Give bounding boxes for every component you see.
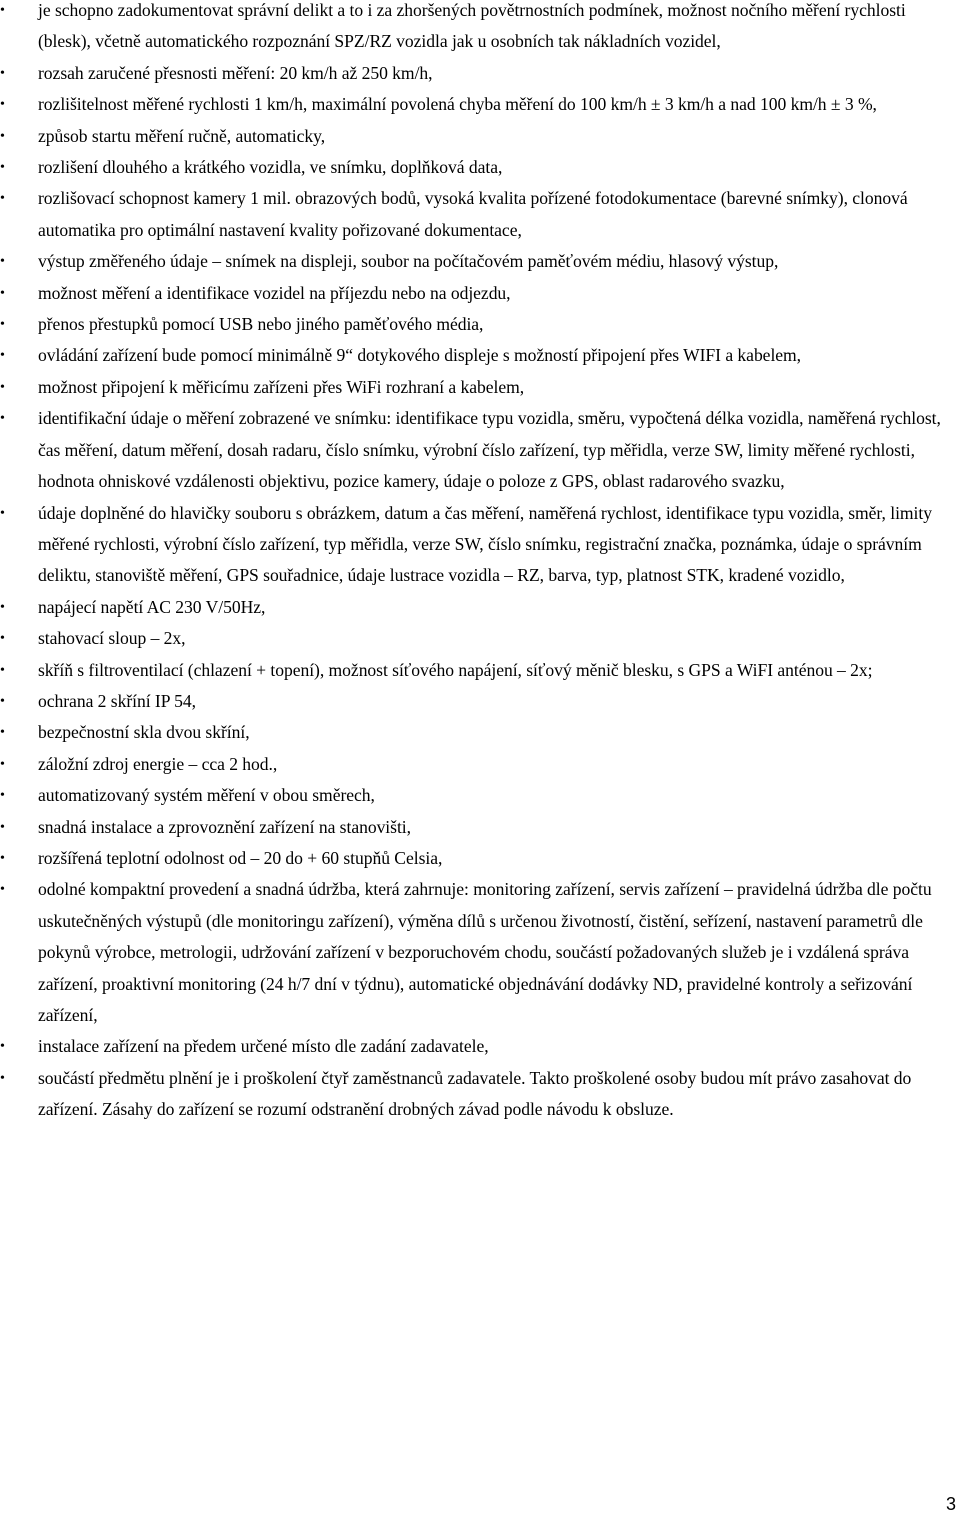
page-number: 3	[945, 1494, 956, 1514]
bullet-icon: •	[0, 819, 5, 835]
list-item-text: automatizovaný systém měření v obou směrech,	[38, 785, 375, 806]
list-item-text: rozsah zaručené přesnosti měření: 20 km/h až 250 km/h,	[38, 62, 433, 83]
bullet-icon: •	[0, 662, 5, 678]
list-item-text: výstup změřeného údaje – snímek na displeji, soubor na počítačovém paměťovém médiu, hlasový výstup,	[38, 251, 779, 272]
list-item-text: bezpečnostní skla dvou skříní,	[38, 722, 250, 743]
bullet-icon: •	[0, 756, 5, 772]
list-item-text: údaje doplněné do hlavičky souboru s obrázkem, datum a čas měření, naměřená rychlost, identifikace typu vozidla, směr, limity měřené rychlosti, výrobní číslo zařízení, typ měřidla, verze SW, číslo snímku, registrační značka, poznámka, údaje o správním deliktu, stanoviště měření, GPS souřadnice, údaje lustrace vozidla – RZ, barva, typ, platnost STK, kradené vozidlo,	[38, 502, 932, 586]
list-item	[0, 623, 960, 654]
list-item	[0, 278, 960, 309]
list-item	[0, 749, 960, 780]
list-item	[0, 403, 960, 497]
list-item	[0, 309, 960, 340]
bullet-icon: •	[0, 348, 5, 364]
bullet-icon: •	[0, 599, 5, 615]
list-item-text: instalace zařízení na předem určené místo dle zadání zadavatele,	[38, 1036, 489, 1057]
list-item	[0, 717, 960, 748]
list-item	[0, 655, 960, 686]
list-item	[0, 89, 960, 120]
bullet-icon: •	[0, 1039, 5, 1055]
bullet-icon: •	[0, 285, 5, 301]
list-item	[0, 246, 960, 277]
list-item-text: možnost měření a identifikace vozidel na příjezdu nebo na odjezdu,	[38, 282, 511, 303]
list-item-text: rozlišovací schopnost kamery 1 mil. obrazových bodů, vysoká kvalita pořízené fotodokumentace (barevné snímky), clonová automatika pro optimální nastavení kvality pořizované dokumentace,	[38, 188, 908, 240]
list-item-text: stahovací sloup – 2x,	[38, 628, 186, 649]
bullet-icon: •	[0, 850, 5, 866]
list-item	[0, 498, 960, 592]
bullet-icon: •	[0, 160, 5, 176]
bullet-icon: •	[0, 1070, 5, 1086]
list-item-text: rozlišitelnost měřené rychlosti 1 km/h, maximální povolená chyba měření do 100 km/h ± 3 km/h a nad 100 km/h ± 3 %,	[38, 94, 877, 115]
list-item	[0, 58, 960, 89]
bullet-icon: •	[0, 254, 5, 270]
list-item-text: je schopno zadokumentovat správní delikt a to i za zhoršených povětrnostních podmínek, možnost nočního měření rychlosti (blesk), včetně automatického rozpoznání SPZ/RZ vozidla jak u osobních tak nákladních vozidel,	[38, 0, 906, 52]
list-item	[0, 843, 960, 874]
bullet-icon: •	[0, 317, 5, 333]
list-item	[0, 686, 960, 717]
list-item	[0, 592, 960, 623]
list-item-text: rozšířená teplotní odolnost od – 20 do + 60 stupňů Celsia,	[38, 847, 443, 868]
list-item-text: součástí předmětu plnění je i proškolení čtyř zaměstnanců zadavatele. Takto proškolené osoby budou mít právo zasahovat do zařízení. Zásahy do zařízení se rozumí odstranění drobných závad podle návodu k obsluze.	[38, 1067, 912, 1120]
list-item-text: rozlišení dlouhého a krátkého vozidla, ve snímku, doplňková data,	[38, 157, 503, 178]
bullet-icon: •	[0, 505, 5, 521]
bullet-icon: •	[0, 631, 5, 647]
list-item-text: snadná instalace a zprovoznění zařízení na stanovišti,	[38, 816, 411, 837]
bullet-icon: •	[0, 411, 5, 427]
bullet-icon: •	[0, 725, 5, 741]
list-item	[0, 780, 960, 811]
list-item-text: napájecí napětí AC 230 V/50Hz,	[38, 596, 266, 617]
bullet-icon: •	[0, 3, 5, 18]
list-item	[0, 152, 960, 183]
list-item-text: skříň s filtroventilací (chlazení + topení), možnost síťového napájení, síťový měnič blesku, s GPS a WiFI anténou – 2x;	[38, 659, 873, 680]
list-item	[0, 1063, 960, 1126]
bullet-icon: •	[0, 97, 5, 113]
list-item	[0, 874, 960, 1031]
list-item-text: záložní zdroj energie – cca 2 hod.,	[38, 753, 278, 774]
list-item-text: identifikační údaje o měření zobrazené ve snímku: identifikace typu vozidla, směru, vypočtená délka vozidla, naměřená rychlost, čas měření, datum měření, dosah radaru, číslo snímku, výrobní číslo zařízení, typ měřidla, verze SW, limity měřené rychlosti, hodnota ohniskové vzdálenosti objektivu, pozice kamery, údaje o poloze z GPS, oblast radarového svazku,	[38, 408, 941, 492]
list-item	[0, 372, 960, 403]
bullet-icon: •	[0, 191, 5, 207]
list-item-text: odolné kompaktní provedení a snadná údržba, která zahrnuje: monitoring zařízení, servis zařízení – pravidelná údržba dle počtu uskutečněných výstupů (dle monitoringu zařízení), výměna dílů s určenou životností, čistění, seřízení, nastavení parametrů dle pokynů výrobce, metrologii, udržování zařízení v bezporuchovém chodu, součástí požadovaných služeb je i vzdálená správa zařízení, proaktivní monitoring (24 h/7 dní v týdnu), automatické objednávání dodávky ND, pravidelné kontroly a seřizování zařízení,	[38, 879, 932, 1025]
bullet-icon: •	[0, 128, 5, 144]
list-item	[0, 812, 960, 843]
list-item-text: přenos přestupků pomocí USB nebo jiného paměťového média,	[38, 314, 484, 335]
list-item	[0, 183, 960, 246]
bullet-icon: •	[0, 788, 5, 804]
bullet-icon: •	[0, 693, 5, 709]
bullet-icon: •	[0, 65, 5, 81]
bullet-icon: •	[0, 379, 5, 395]
list-item-text: možnost připojení k měřicímu zařízeni přes WiFi rozhraní a kabelem,	[38, 376, 525, 397]
list-item	[0, 121, 960, 152]
list-item-text: ovládání zařízení bude pomocí minimálně 9“ dotykového displeje s možností připojení přes WIFI a kabelem,	[38, 345, 802, 366]
list-item-text: způsob startu měření ručně, automaticky,	[38, 125, 326, 146]
list-item-text: ochrana 2 skříní IP 54,	[38, 690, 196, 711]
bullet-icon: •	[0, 882, 5, 898]
list-item	[0, 1031, 960, 1062]
list-item	[0, 0, 960, 58]
list-item	[0, 340, 960, 371]
